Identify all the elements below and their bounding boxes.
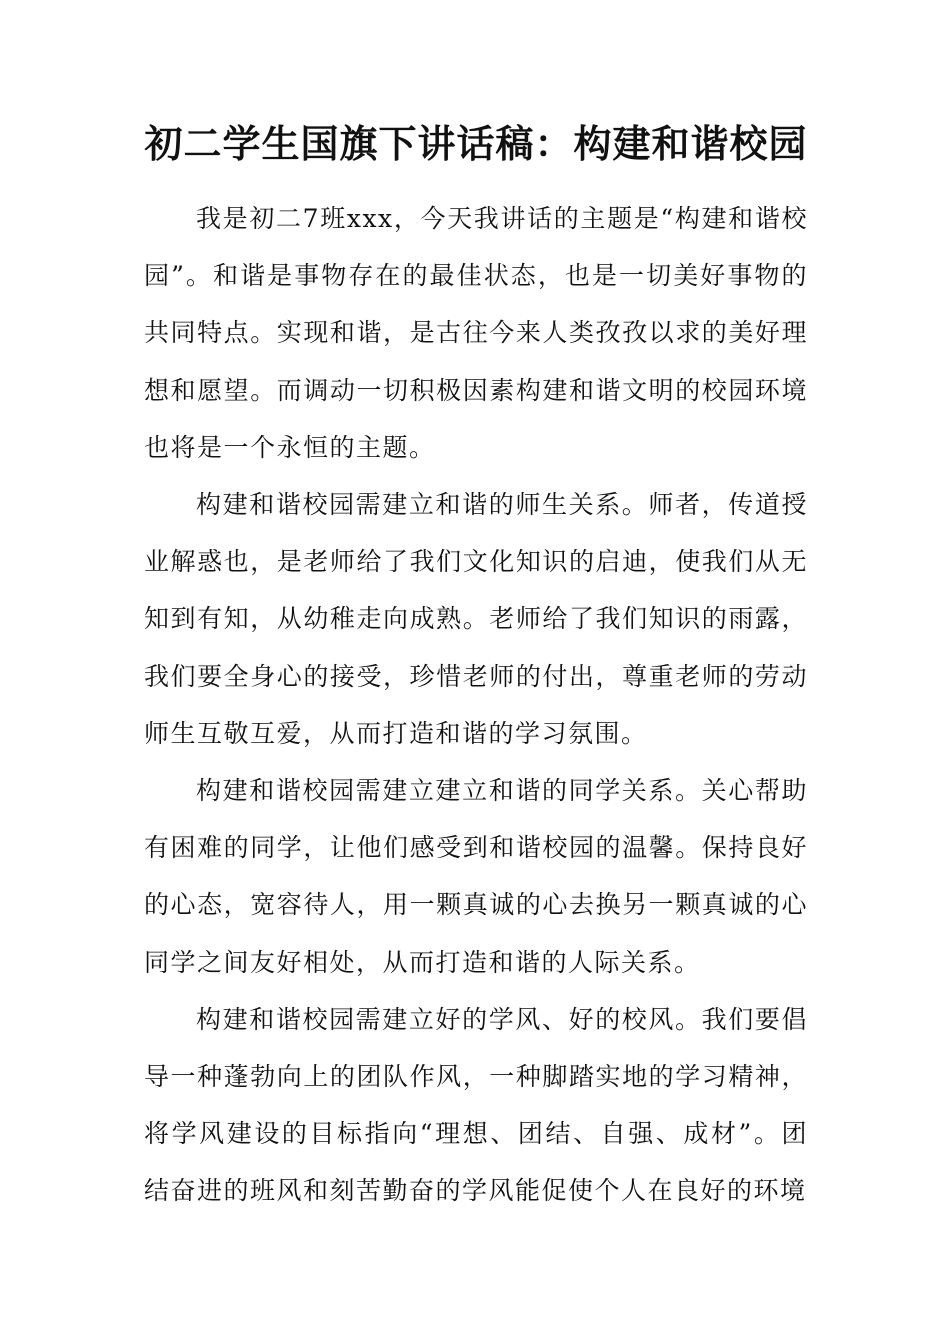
- paragraph-2: 构建和谐校园需建立和谐的师生关系。师者，传道授业解惑也，是老师给了我们文化知识的启迪，使我们从无知到有知，从幼稚走向成熟。老师给了我们知识的雨露，我们要全身心的接受，珍惜老师的付出，尊重老师的劳动师生互敬互爱，从而打造和谐的学习氛围。: [144, 490, 808, 748]
- paragraph-3: 构建和谐校园需建立建立和谐的同学关系。关心帮助有困难的同学，让他们感受到和谐校园的温馨。保持良好的心态，宽容待人，用一颗真诚的心去换另一颗真诚的心同学之间友好相处，从而打造和谐的人际关系。: [144, 776, 808, 977]
- paragraph-1: 我是初二7班xxx，今天我讲话的主题是“构建和谐校园”。和谐是事物存在的最佳状态，也是一切美好事物的共同特点。实现和谐，是古往今来人类孜孜以求的美好理想和愿望。而调动一切积极因素构建和谐文明的校园环境也将是一个永恒的主题。: [144, 204, 808, 462]
- paragraph-4: 构建和谐校园需建立好的学风、好的校风。我们要倡导一种蓬勃向上的团队作风，一种脚踏实地的学习精神，将学风建设的目标指向“理想、团结、自强、成材”。团结奋进的班风和刻苦勤奋的学风能促使个人在良好的环境: [144, 1004, 808, 1206]
- document-body: [144, 190, 808, 1220]
- document-title: 初二学生国旗下讲话稿：构建和谐校园: [144, 122, 808, 166]
